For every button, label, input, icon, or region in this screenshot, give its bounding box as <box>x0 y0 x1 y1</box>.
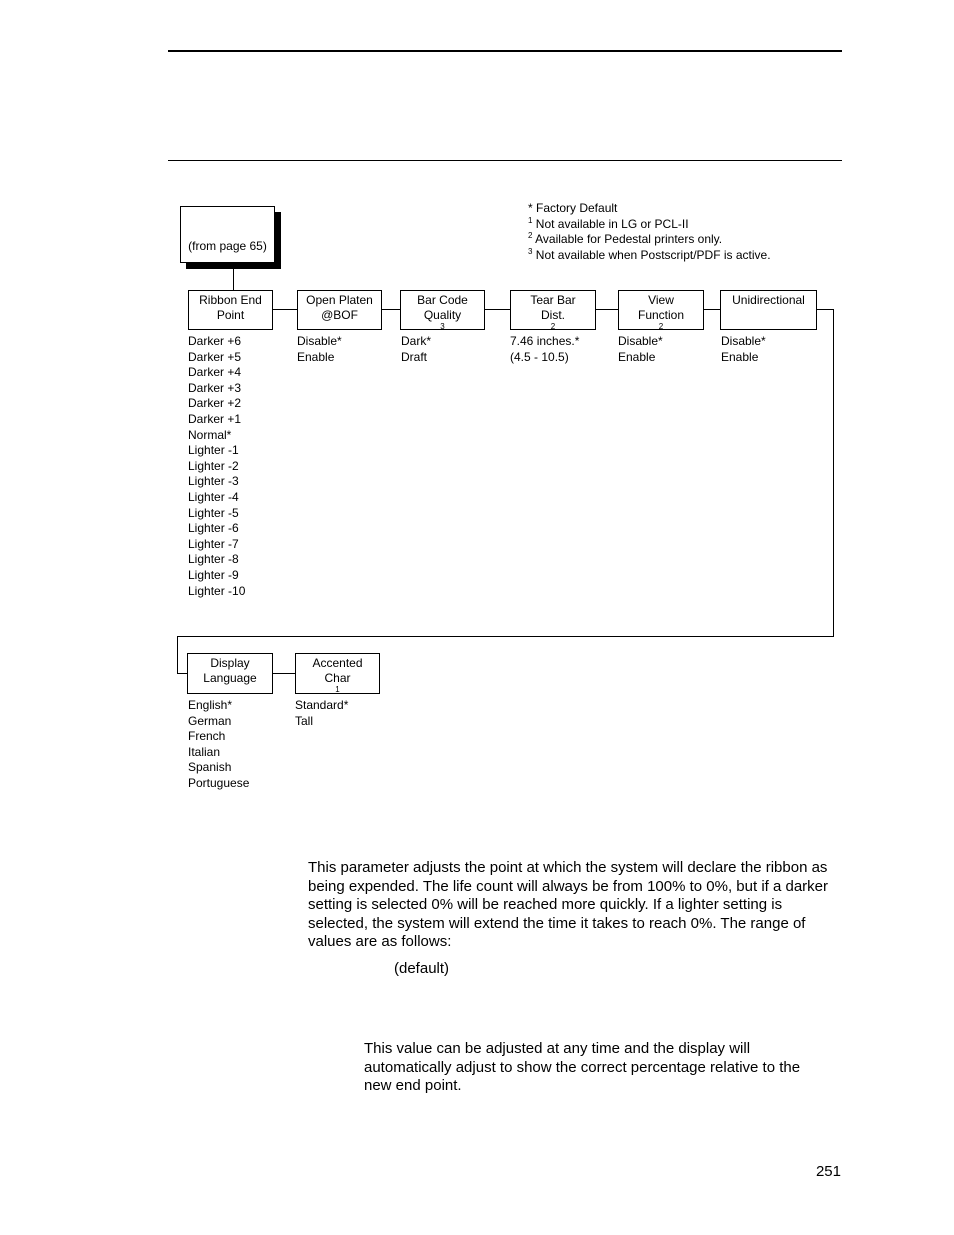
option: Disable* <box>297 334 342 348</box>
option: Spanish <box>188 760 232 775</box>
connector-h-3 <box>484 309 510 310</box>
connector-h-1 <box>272 309 298 310</box>
option: Draft <box>401 349 428 364</box>
legend-note-2: $^2$ Available for Pedestal printers only. <box>528 231 723 247</box>
option: English* <box>188 698 233 712</box>
options-open-platen-bof <box>297 334 342 365</box>
menu-bar-code-quality: Bar Code Quality $^3$ <box>400 290 485 330</box>
options-unidirectional <box>721 334 766 365</box>
option: Enable <box>618 349 656 364</box>
menu-unidirectional: Unidirectional <box>720 290 817 330</box>
connector-wrap-right <box>833 309 834 637</box>
legend <box>528 201 771 264</box>
option: Portuguese <box>188 775 250 790</box>
option: Darker +4 <box>188 365 242 380</box>
default-label: (default) <box>394 960 450 977</box>
connector-h-6 <box>816 309 834 310</box>
options-ribbon-end-point <box>188 334 245 599</box>
connector-wrap-left <box>177 636 178 674</box>
connector-wrap-in <box>177 673 187 674</box>
option: Lighter -3 <box>188 474 239 489</box>
option: Darker +6 <box>188 334 242 348</box>
option: Enable <box>721 349 759 364</box>
option: Italian <box>188 744 221 759</box>
option: Disable* <box>721 334 766 348</box>
option: Darker +2 <box>188 396 242 411</box>
menu-accented-char: Accented Char $^1$ <box>295 653 380 694</box>
legend-factory-default: * Factory Default <box>528 201 618 215</box>
source-box <box>180 206 275 263</box>
option: Lighter -8 <box>188 552 239 567</box>
options-bar-code-quality <box>401 334 431 365</box>
option: 7.46 inches.* <box>510 334 580 348</box>
header-rule-bottom <box>168 160 842 161</box>
page-number: 251 <box>815 1163 841 1180</box>
option: Lighter -10 <box>188 583 246 598</box>
connector-h-4 <box>595 309 619 310</box>
description-paragraph: This parameter adjusts the point at which the system will declare the ribbon as being expended. The life count will always be from 100% to 0%, but if a darker setting is selected 0% will be reached more quickly. If a lighter setting is selected, the system will extend the time it takes to reach 0%. The range of values are as follows: <box>308 859 829 951</box>
menu-display-language: Display Language <box>187 653 273 694</box>
option: Normal* <box>188 427 232 442</box>
option: Tall <box>295 713 314 728</box>
option: Lighter -1 <box>188 443 239 458</box>
option: Enable <box>297 349 335 364</box>
menu-tear-bar-dist: Tear Bar Dist. $^2$ <box>510 290 596 330</box>
header-rule-top <box>168 50 842 52</box>
options-view-function <box>618 334 663 365</box>
option: French <box>188 729 226 744</box>
option: Lighter -2 <box>188 458 239 473</box>
option: (4.5 - 10.5) <box>510 349 569 364</box>
legend-note-3: $^3$ Not available when Postscript/PDF is active. <box>528 247 771 263</box>
adjustment-note: This value can be adjusted at any time and the display will automatically adjust to show the correct percentage relative to the new end point. <box>364 1040 801 1095</box>
connector-wrap-bottom <box>177 636 834 637</box>
option: German <box>188 713 232 728</box>
option: Dark* <box>401 334 432 348</box>
option: Darker +3 <box>188 380 242 395</box>
options-accented-char <box>295 698 348 729</box>
menu-ribbon-end-point: Ribbon End Point <box>188 290 273 330</box>
legend-note-1: $^1$ Not available in LG or PCL-II <box>528 215 689 231</box>
option: Darker +1 <box>188 411 242 426</box>
options-display-language <box>188 698 249 792</box>
connector-source-down <box>233 269 234 290</box>
option: Standard* <box>295 698 349 712</box>
menu-open-platen-bof: Open Platen @BOF <box>297 290 382 330</box>
option: Lighter -4 <box>188 489 239 504</box>
connector-h-2 <box>381 309 401 310</box>
option: Darker +5 <box>188 349 242 364</box>
option: Lighter -9 <box>188 567 239 582</box>
option: Lighter -5 <box>188 505 239 520</box>
option: Disable* <box>618 334 663 348</box>
connector-h-row2 <box>272 673 295 674</box>
connector-h-5 <box>703 309 721 310</box>
option: Lighter -6 <box>188 521 239 536</box>
options-tear-bar-dist <box>510 334 579 365</box>
option: Lighter -7 <box>188 536 239 551</box>
menu-view-function: View Function $^2$ <box>618 290 704 330</box>
source-box-label: (from page 65) <box>188 239 267 253</box>
